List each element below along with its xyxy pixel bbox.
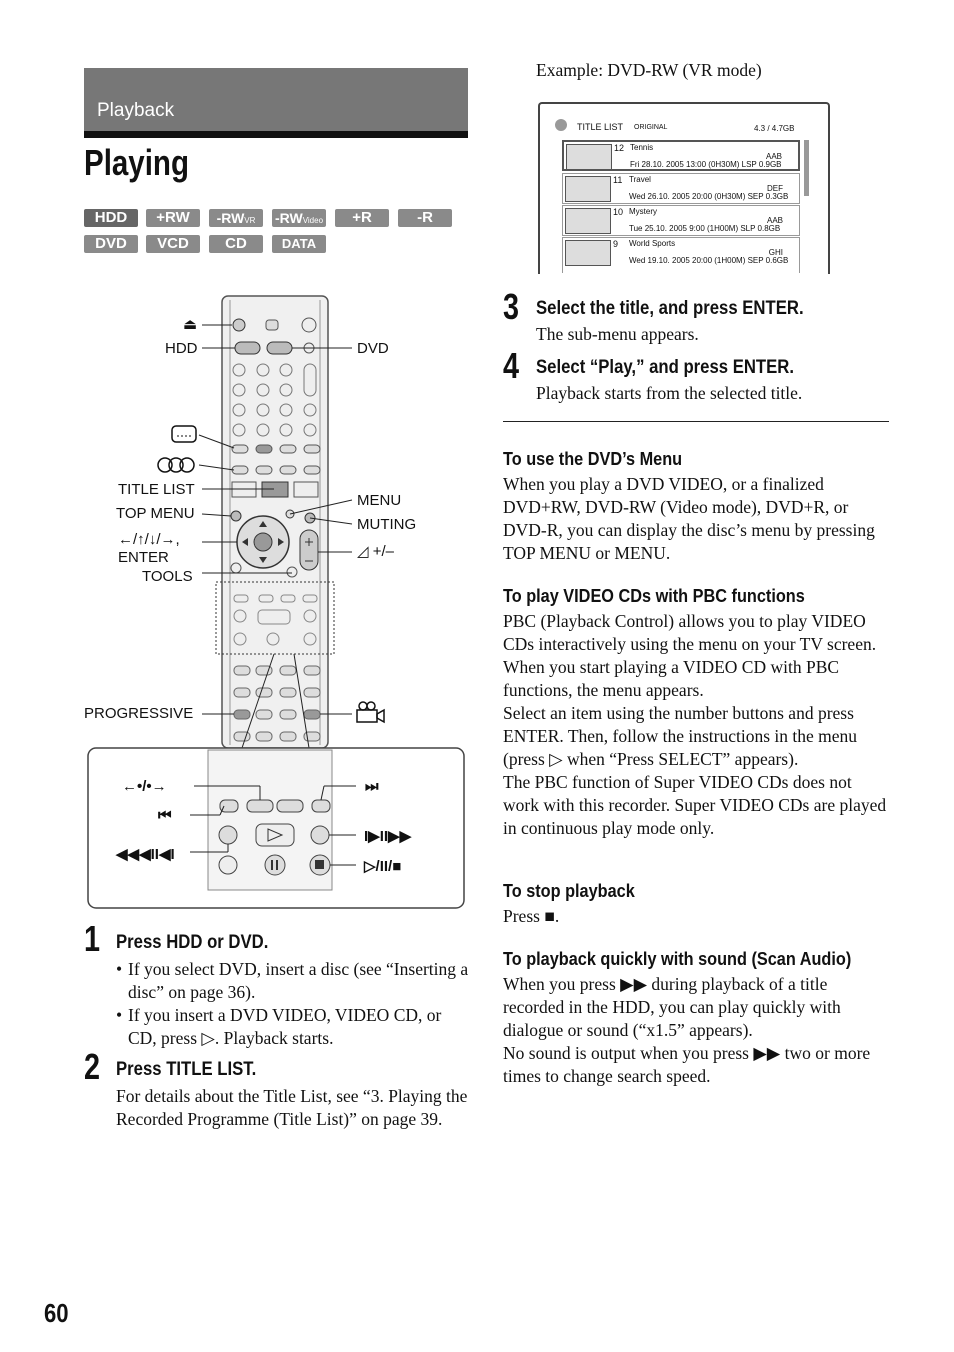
muting-label: MUTING xyxy=(357,516,417,533)
step-ff-label: I▶II▶▶ xyxy=(364,828,412,845)
list-item: • If you insert a DVD VIDEO, VIDEO CD, or CD, press ▷. Playback starts. xyxy=(116,1004,470,1050)
pbc-paragraph: PBC (Playback Control) allows you to play VIDEO CDs interactively using the menu on your TV screen. xyxy=(503,611,877,654)
title-row[interactable] xyxy=(562,237,800,273)
title-info: Fri 28.10. 2005 13:00 (0H30M) LSP 0.9GB xyxy=(630,160,782,169)
step-4-number: 4 xyxy=(503,345,520,386)
scan-audio-heading: To playback quickly with sound (Scan Audio) xyxy=(503,948,852,969)
prev-label: ⏮ xyxy=(158,807,172,824)
dvd-label: DVD xyxy=(357,340,389,357)
screen-subtitle: ORIGINAL xyxy=(634,124,668,131)
thumbnail xyxy=(565,240,611,266)
disc-icon xyxy=(555,119,567,131)
title-number: 12 xyxy=(614,143,625,153)
badge-minus-rw-vr: -RWVR xyxy=(209,209,263,227)
pbc-paragraph: When you start playing a VIDEO CD with PBC functions, the menu appears. xyxy=(503,657,840,700)
title-name: World Sports xyxy=(629,239,676,248)
scan-paragraph: When you press ▶▶ during playback of a title recorded in the HDD, you can play quickly with dialogue or sound (“x1.5” appears). xyxy=(503,974,841,1040)
dvd-menu-text: When you play a DVD VIDEO, or a finalized DVD+RW, DVD-RW (Video mode), DVD+R, or DVD-R, you can display the disc’s menu by pressing TOP MENU or MENU. xyxy=(503,474,875,563)
title-name: Mystery xyxy=(629,207,657,216)
badge-plus-r: +R xyxy=(335,209,389,227)
thumbnail xyxy=(565,208,611,234)
title-number: 11 xyxy=(613,175,623,185)
pbc-heading: To play VIDEO CDs with PBC functions xyxy=(503,585,805,606)
list-item: • If you select DVD, insert a disc (see “Inserting a disc” on page 36). xyxy=(116,958,470,1004)
step-2-text: For details about the Title List, see “3. Playing the Recorded Programme (Title List)” on page 39. xyxy=(116,1086,468,1129)
eject-label: ⏏ xyxy=(183,316,198,333)
thumbnail xyxy=(565,176,611,202)
title-code: DEF xyxy=(767,184,783,193)
menu-label: MENU xyxy=(357,492,402,509)
title-number: 10 xyxy=(613,207,624,217)
enter-label: ENTER xyxy=(118,549,169,566)
scrollbar[interactable] xyxy=(804,140,809,196)
subtitle-icon xyxy=(170,424,200,444)
section-banner xyxy=(84,68,468,138)
title-info: Tue 25.10. 2005 9:00 (1H00M) SLP 0.8GB xyxy=(629,224,781,233)
pbc-paragraph: Select an item using the number buttons and press ENTER. Then, follow the instructions in the menu (press ▷ when “Press SELECT” appears). xyxy=(503,703,857,769)
tools-label: TOOLS xyxy=(142,568,193,585)
divider xyxy=(503,421,889,422)
badge-dvd: DVD xyxy=(84,235,138,253)
page-title: Playing xyxy=(84,142,189,183)
pbc-text xyxy=(503,610,889,840)
step-4-text: Playback starts from the selected title. xyxy=(536,383,803,403)
step-1-number: 1 xyxy=(84,918,101,959)
camera-angle-icon xyxy=(355,700,387,724)
arrow-keys-label: ←/↑/↓/→, xyxy=(118,531,180,548)
title-code: AAB xyxy=(765,152,782,161)
title-row[interactable] xyxy=(562,205,800,236)
audio-icon xyxy=(156,455,200,475)
badge-minus-rw-video: -RWVideo xyxy=(272,209,326,227)
top-menu-label: TOP MENU xyxy=(116,505,195,522)
title-info: Wed 19.10. 2005 20:00 (1H00M) SEP 0.6GB xyxy=(629,256,789,265)
step-1-heading: Press HDD or DVD. xyxy=(116,932,269,953)
title-list-label: TITLE LIST xyxy=(118,481,195,498)
disc-capacity: 4.3 / 4.7GB xyxy=(754,124,795,133)
title-row[interactable] xyxy=(562,140,800,171)
scan-paragraph: No sound is output when you press ▶▶ two or more times to change search speed. xyxy=(503,1043,871,1086)
remote-illustration xyxy=(84,290,468,915)
badge-plus-rw: +RW xyxy=(146,209,200,227)
section-label: Playback xyxy=(97,100,175,121)
title-code: GHI xyxy=(768,248,783,257)
scan-audio-text xyxy=(503,973,889,1088)
stop-heading: To stop playback xyxy=(503,880,635,901)
thumbnail xyxy=(566,144,612,170)
stop-text: Press ■. xyxy=(503,906,560,926)
title-info: Wed 26.10. 2005 20:00 (0H30M) SEP 0.3GB xyxy=(629,192,789,201)
title-name: Tennis xyxy=(630,143,654,152)
title-name: Travel xyxy=(629,175,651,184)
title-row[interactable] xyxy=(562,173,800,204)
badge-minus-r: -R xyxy=(398,209,452,227)
badge-cd: CD xyxy=(209,235,263,253)
step-2-number: 2 xyxy=(84,1046,101,1087)
step-2-heading: Press TITLE LIST. xyxy=(116,1059,257,1080)
title-code: AAB xyxy=(766,216,783,225)
pbc-paragraph: The PBC function of Super VIDEO CDs does not work with this recorder. Super VIDEO CDs are played in continuous play mode only. xyxy=(503,772,887,838)
rewind-step-label: ◀◀◀II◀I xyxy=(116,846,175,863)
step-1-bullets xyxy=(116,958,470,1050)
screen-title: TITLE LIST xyxy=(577,122,624,132)
badge-hdd: HDD xyxy=(84,209,138,227)
title-number: 9 xyxy=(613,239,619,249)
replay-advance-label: ←•/•→ xyxy=(122,778,167,795)
play-pause-stop-label: ▷/II/■ xyxy=(364,858,402,875)
page-number: 60 xyxy=(44,1298,69,1328)
example-caption: Example: DVD-RW (VR mode) xyxy=(536,60,762,80)
dvd-menu-heading: To use the DVD’s Menu xyxy=(503,448,683,469)
badge-data-cd: DATA CD xyxy=(272,235,326,253)
step-3-text: The sub-menu appears. xyxy=(536,324,699,344)
next-label: ⏭ xyxy=(365,778,379,795)
progressive-label: PROGRESSIVE xyxy=(84,705,194,722)
step-4-heading: Select “Play,” and press ENTER. xyxy=(536,357,795,378)
volume-label: ◿ +/– xyxy=(357,543,394,560)
step-3-heading: Select the title, and press ENTER. xyxy=(536,298,804,319)
hdd-label: HDD xyxy=(165,340,198,357)
step-3-number: 3 xyxy=(503,286,520,327)
badge-vcd: VCD xyxy=(146,235,200,253)
